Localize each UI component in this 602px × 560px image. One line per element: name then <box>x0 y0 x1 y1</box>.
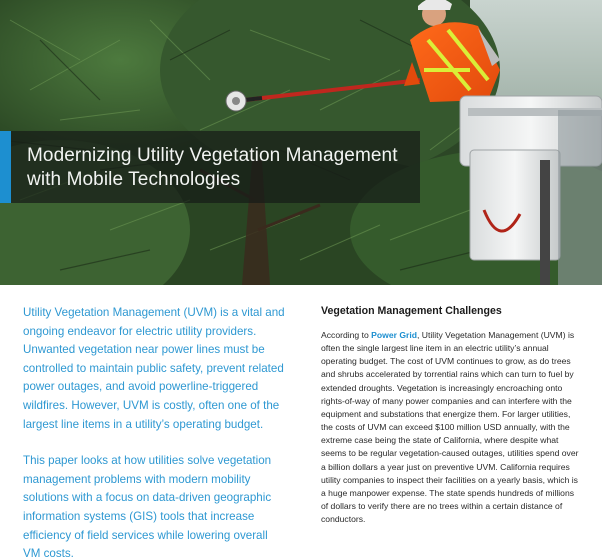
intro-paragraph-2: This paper looks at how utilities solve vegetation management problems with modern mobility solutions with a focus on data-driven geographic information systems (GIS) tools that increase efficiency of field services while lowering overall VM costs. <box>23 454 272 560</box>
title-banner <box>0 131 420 203</box>
challenges-paragraph <box>321 329 583 526</box>
challenges-column <box>321 304 583 526</box>
document-title: Modernizing Utility Vegetation Management with Mobile Technologies <box>27 145 398 190</box>
section-heading: Vegetation Management Challenges <box>321 305 502 317</box>
title-accent-bar <box>0 131 11 203</box>
intro-paragraph-1: Utility Vegetation Management (UVM) is a vital and ongoing endeavor for electric utility providers. Unwanted vegetation near power lines must be controlled to maintain public safety, prevent related power outages, and avoid powerline-triggered wildfires. However, UVM is costly, often one of the largest line items in a utility’s operating budget. <box>23 306 285 431</box>
intro-column <box>23 304 285 560</box>
body-rest: , Utility Vegetation Management (UVM) is often the single largest line item in an electric utility’s annual operating budget. The cost of UVM continues to grow, as do trees and shrubs accelerated by torrential rains which can turn to fuel by extended droughts. Vegetation is increasingly encroaching onto rights-of-way of many power companies and can interfere with the equipment and substations that energize them. For larger utilities, the costs of UVM can exceed $100 million USD annually, with the extreme case being the state of California, where despite what seems to be regular vegetation-caused outages, utilities spend over a billion dollars a year just on preventive UVM. California requires utility companies to inspect their facilities on a yearly basis, which is a huge manpower expense. The state spends hundreds of millions of dollars to verify there are no trees within a certain distance of conductors. <box>321 330 579 525</box>
body-prefix: According to <box>321 330 372 340</box>
power-grid-link[interactable]: Power Grid <box>371 330 418 340</box>
